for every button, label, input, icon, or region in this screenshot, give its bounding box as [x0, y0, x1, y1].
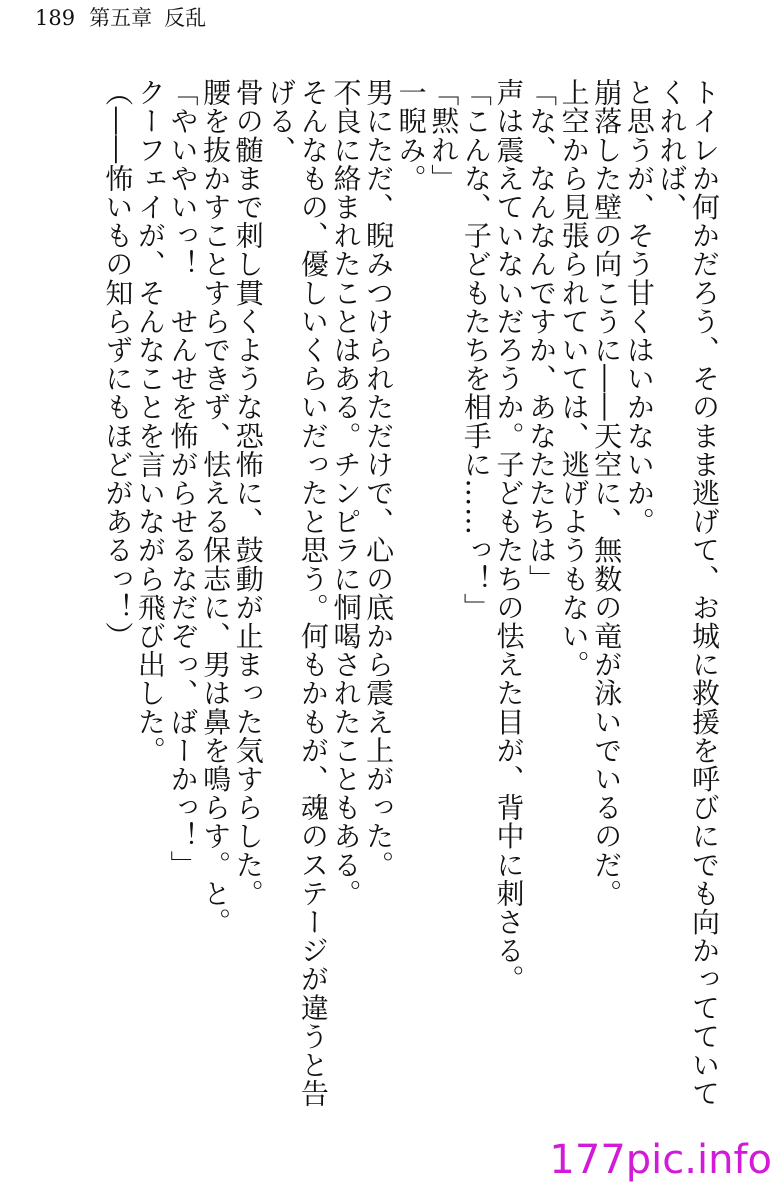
text-line: 崩落した壁の向こうに――天空に、無数の竜が泳いでいるのだ。 [590, 78, 624, 908]
text-line: 腰を抜かすことすらできず、怯える保志に、男は鼻を鳴らす。と。 [199, 78, 233, 936]
running-header [35, 4, 206, 32]
text-line: トイレか何かだろう、そのまま逃げて、お城に救援を呼びにでも向かってていてくれれば、 [655, 78, 721, 1108]
text-line: そんなもの、優しいくらいだったと思う。何もかもが、魂のステージが違うと告げる、 [264, 78, 330, 1108]
page-number: 189 [35, 6, 76, 30]
text-line: 「黙れ」 [427, 78, 461, 193]
text-line: 「やいやいっ！ せんせを怖がらせるなだぞっ、ばーかっ！」 [166, 78, 200, 879]
text-line: クーフェイが、そんなことを言いながら飛び出した。 [133, 78, 167, 765]
text-line: 骨の髄まで刺し貫くような恐怖に、鼓動が止まった気すらした。 [231, 78, 265, 908]
text-line: 一睨み。 [394, 78, 428, 193]
watermark: 177pic.info [549, 1137, 772, 1183]
text-line: 「な、なんなんですか、あなたたちは」 [525, 78, 559, 593]
text-line: （――怖いもの知らずにもほどがあるっ！） [101, 78, 135, 650]
chapter-title: 第五章 [89, 6, 153, 30]
text-line: 男にただ、睨みつけられただけで、心の底から震え上がった。 [362, 78, 396, 879]
text-line: 声は震えていないだろうか。子どもたちの怯えた目が、背中に刺さる。 [492, 78, 526, 994]
text-line: 「こんな、子どもたちを相手に……っ！」 [459, 78, 493, 622]
text-line: 上空から見張られていては、逃げようもない。 [557, 78, 591, 679]
text-line: と思うが、そう甘くはいかないか。 [622, 78, 656, 536]
text-line: 不良に絡まれたことはある。チンピラに恫喝されたこともある。 [329, 78, 363, 908]
vertical-text-block [20, 78, 720, 1128]
section-title: 反乱 [164, 6, 207, 30]
